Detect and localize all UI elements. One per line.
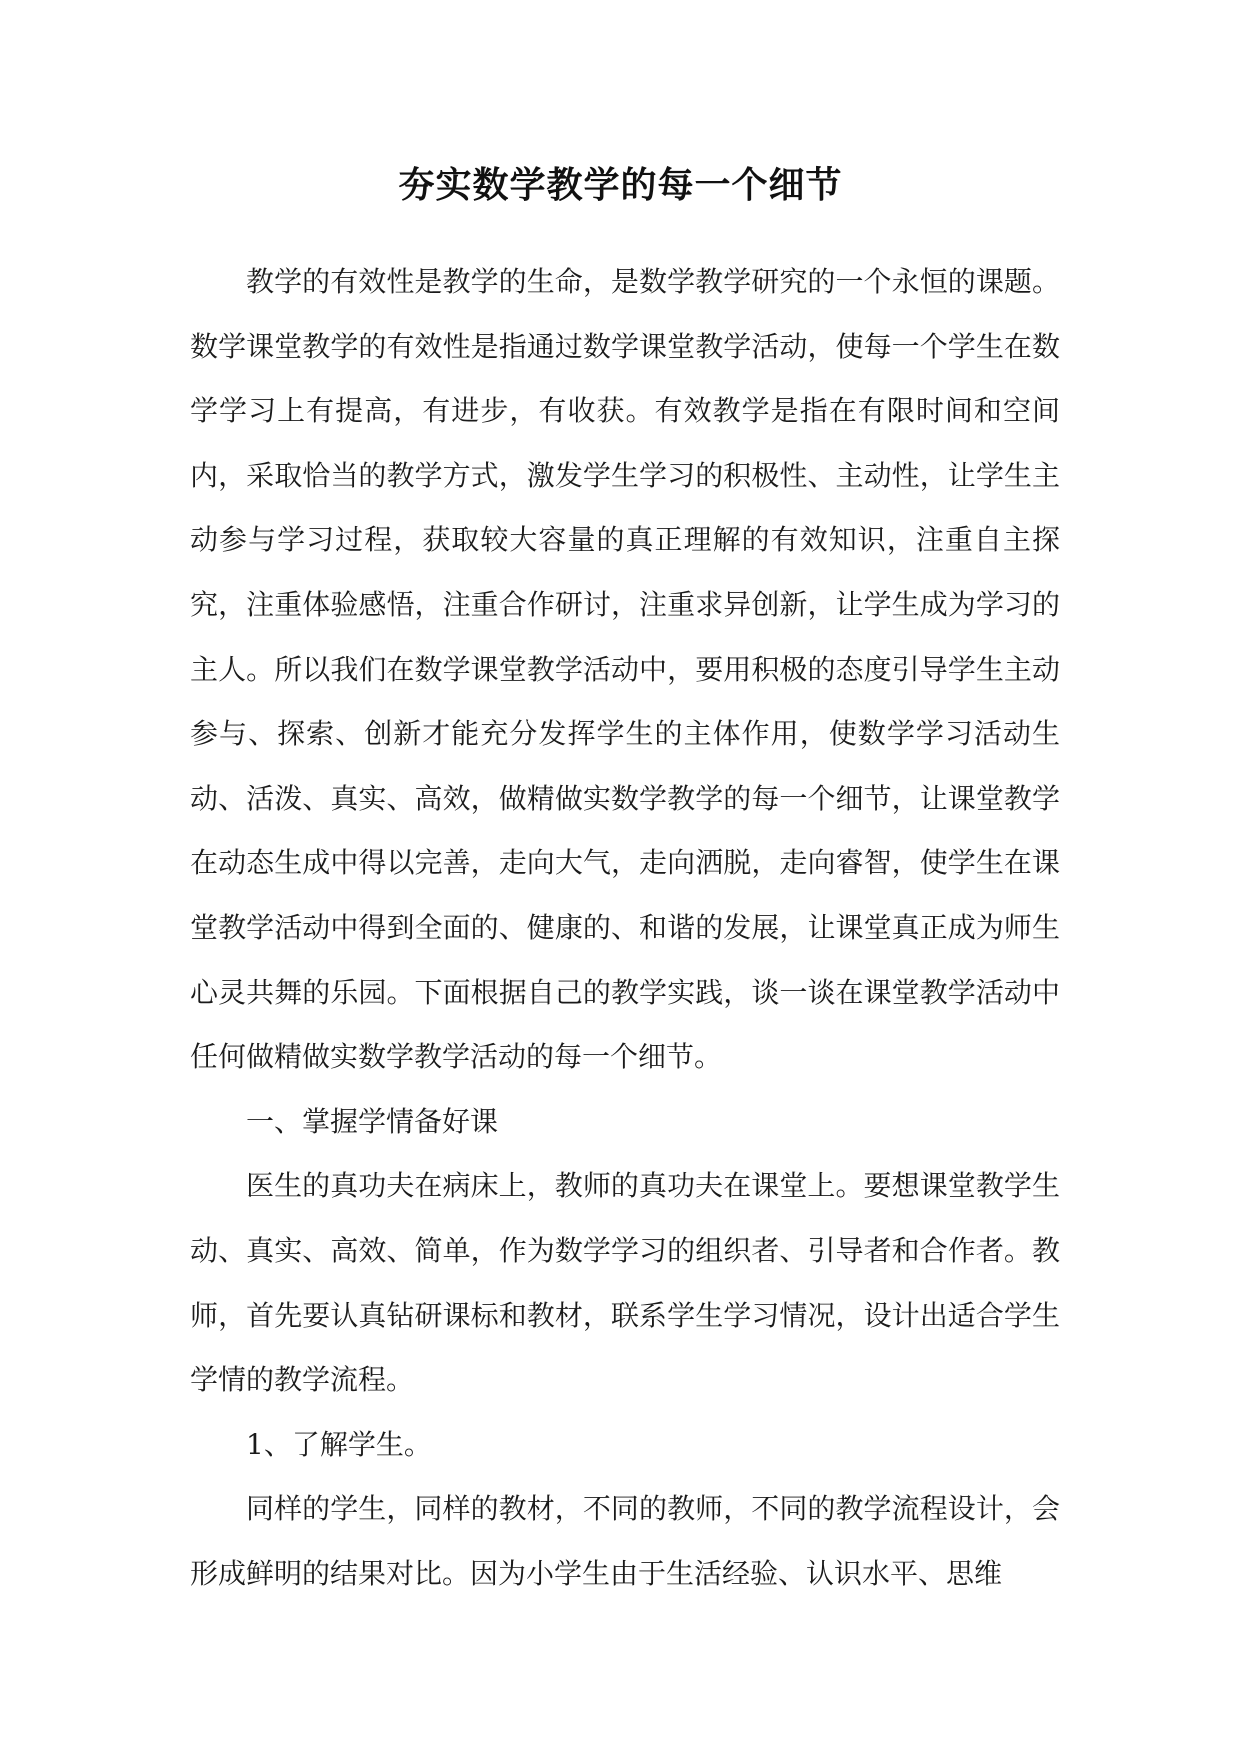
paragraph-section-1: 医生的真功夫在病床上，教师的真功夫在课堂上。要想课堂教学生动、真实、高效、简单，作为数学学习的组织者、引导者和合作者。教师，首先要认真钻研课标和教材，联系学生学习情况，设计出适合学生学情的教学流程。	[190, 1169, 1060, 1397]
section-heading-1: 一、掌握学情备好课	[246, 1104, 499, 1138]
subsection-heading-1: 1、了解学生。	[246, 1427, 432, 1461]
paragraph-subsection-1: 同样的学生，同样的教材，不同的教师，不同的教学流程设计，会形成鲜明的结果对比。因为小学生由于生活经验、认识水平、思维	[190, 1492, 1060, 1590]
document-title: 夯实数学教学的每一个细节	[398, 164, 843, 206]
document-body	[190, 250, 1060, 1606]
paragraph-intro: 教学的有效性是教学的生命，是数学教学研究的一个永恒的课题。数学课堂教学的有效性是指通过数学课堂教学活动，使每一个学生在数学学习上有提高，有进步，有收获。有效教学是指在有限时间和空间内，采取恰当的教学方式，激发学生学习的积极性、主动性，让学生主动参与学习过程，获取较大容量的真正理解的有效知识，注重自主探究，注重体验感悟，注重合作研讨，注重求异创新，让学生成为学习的主人。所以我们在数学课堂教学活动中，要用积极的态度引导学生主动参与、探索、创新才能充分发挥学生的主体作用，使数学学习活动生动、活泼、真实、高效，做精做实数学教学的每一个细节，让课堂教学在动态生成中得以完善，走向大气，走向洒脱，走向睿智，使学生在课堂教学活动中得到全面的、健康的、和谐的发展，让课堂真正成为师生心灵共舞的乐园。下面根据自己的教学实践，谈一谈在课堂教学活动中任何做精做实数学教学活动的每一个细节。	[190, 265, 1060, 1074]
